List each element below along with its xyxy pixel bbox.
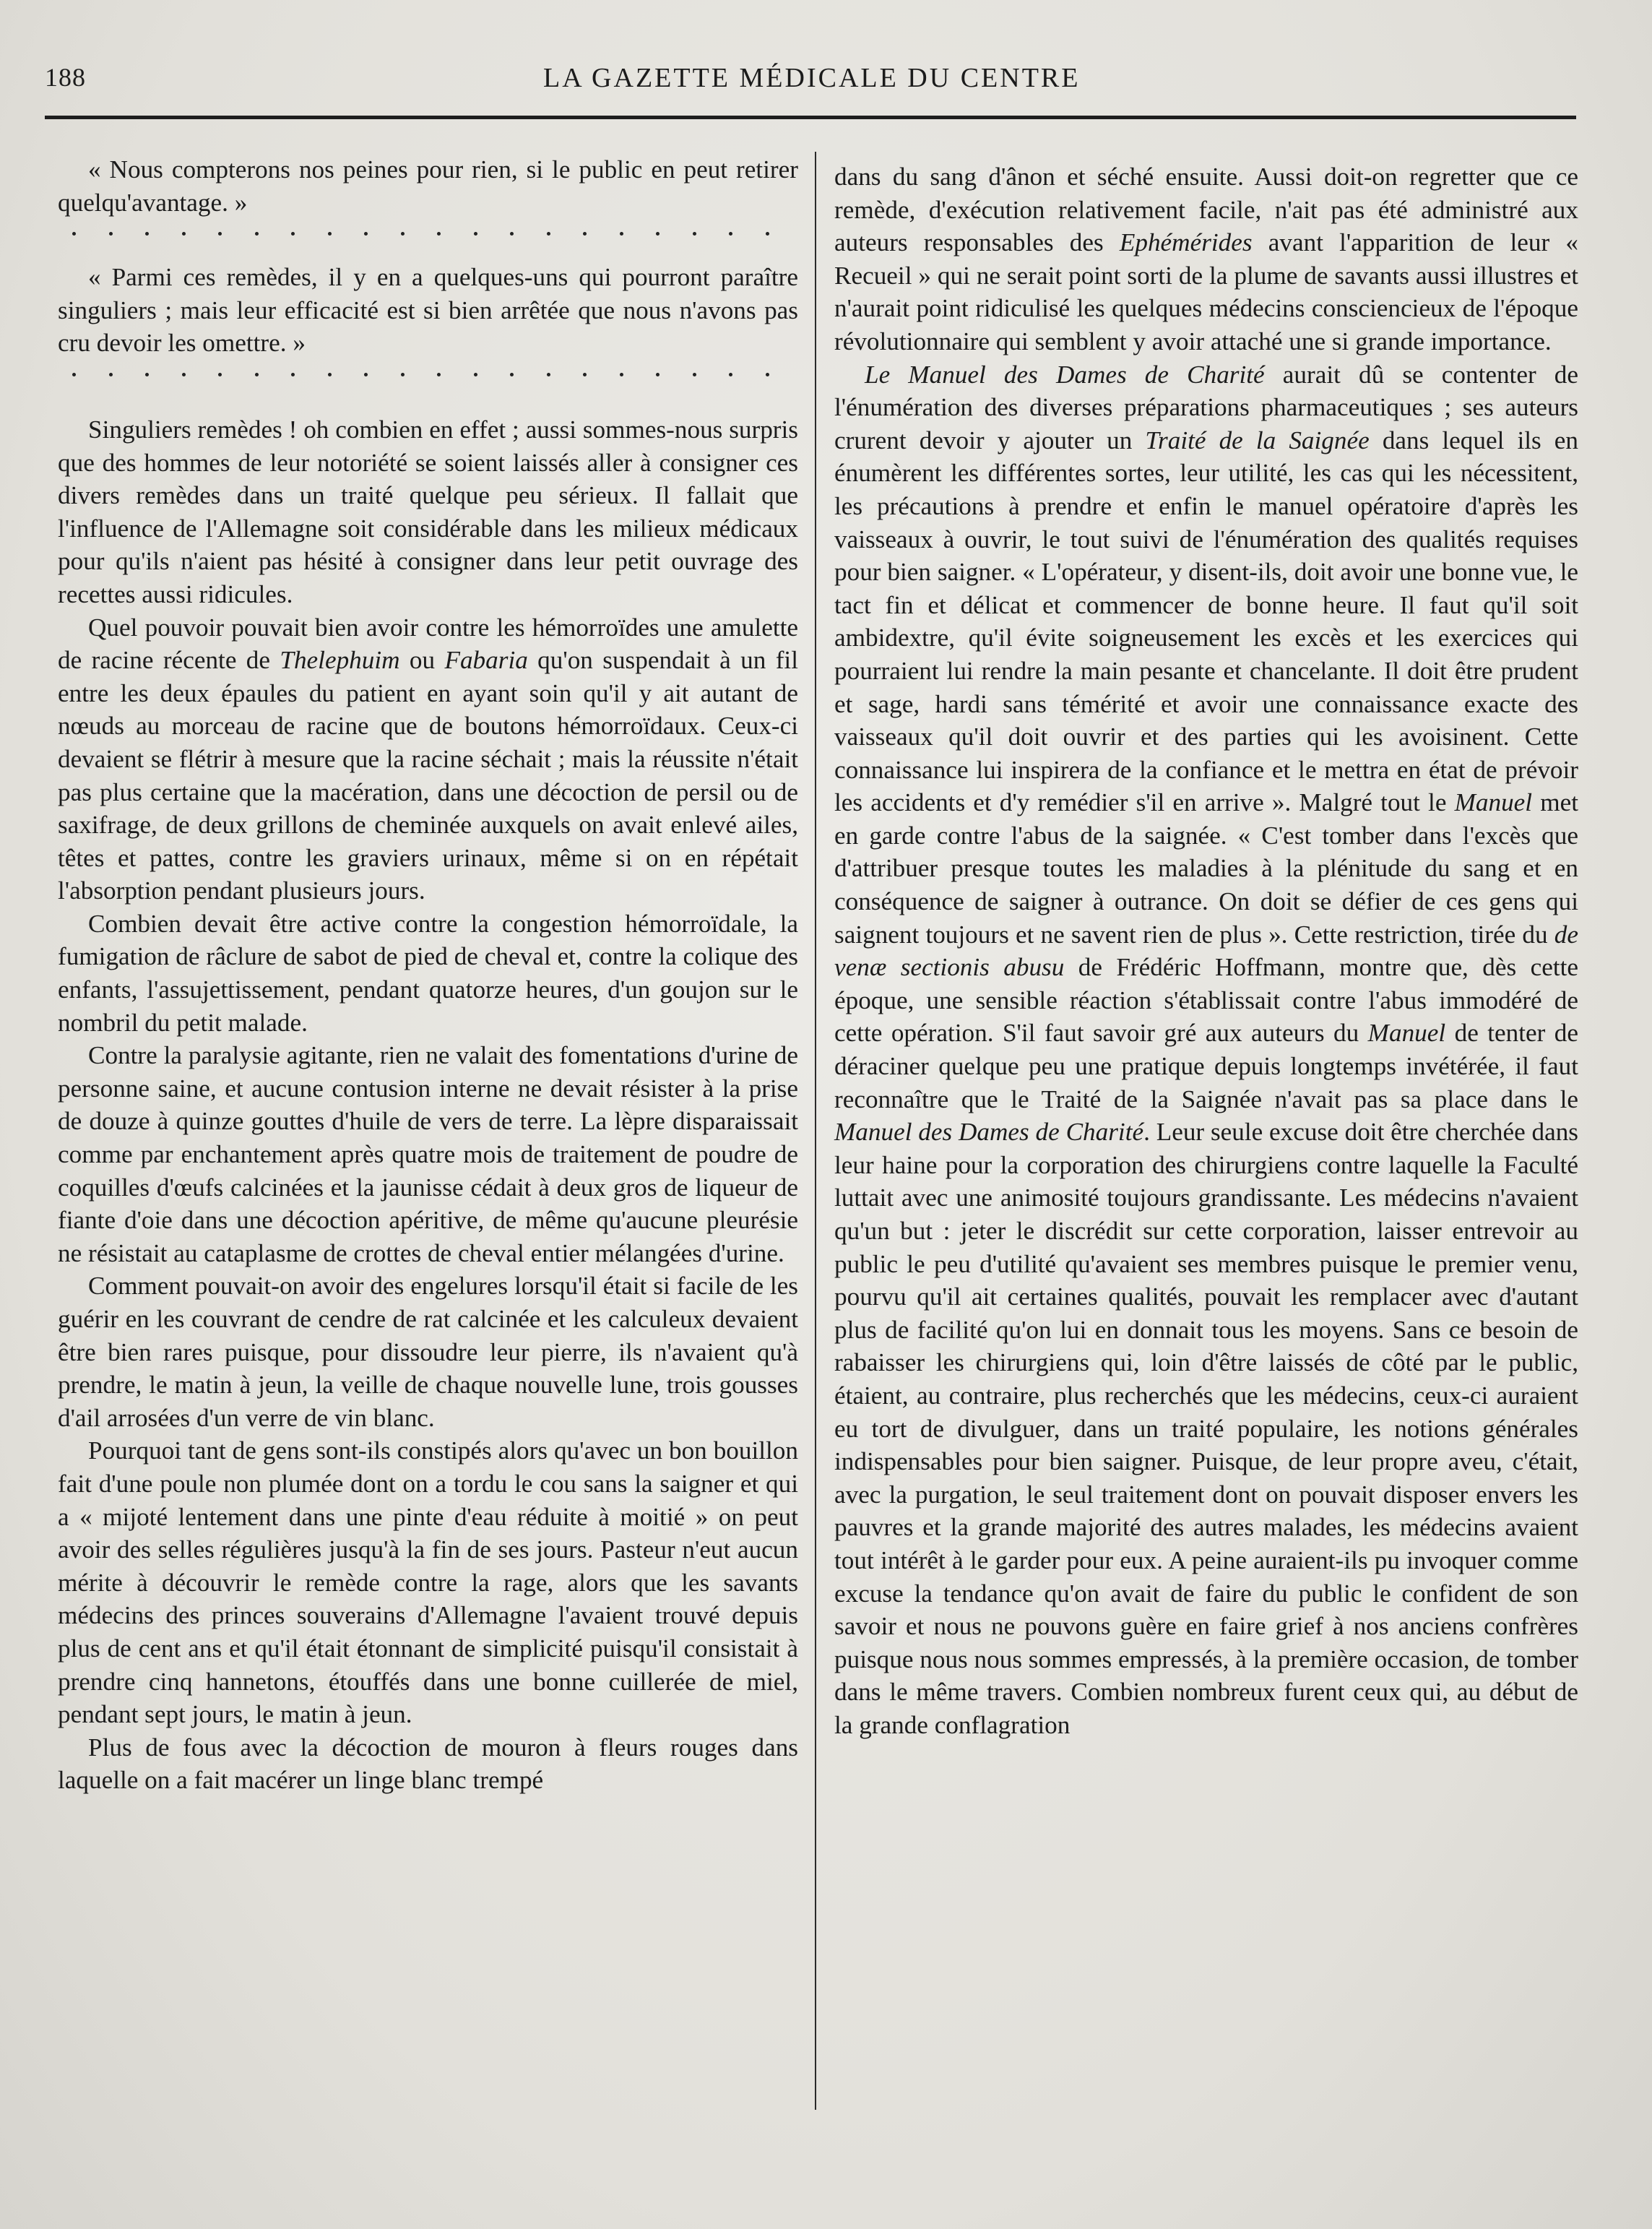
ellipsis-dot: [510, 373, 514, 376]
ellipsis-dot: [401, 232, 405, 236]
ellipsis-dot: [72, 232, 76, 236]
ellipsis-dot: [510, 232, 514, 236]
ellipsis-dot: [729, 232, 732, 236]
ellipsis-dot: [255, 232, 259, 236]
ellipsis-dot: [145, 232, 149, 236]
ellipsis-dot: [218, 232, 222, 236]
ellipsis-dots: [58, 360, 798, 393]
ellipsis-dot: [109, 373, 113, 376]
ellipsis-dot: [474, 373, 477, 376]
body-paragraph: dans du sang d'ânon et séché ensuite. Aussi doit-on regretter que ce remède, d'exécution relativement facile, n'ait pas été administré aux auteurs responsables des Ephémérides avant l'apparition de leur « Recueil » qui ne serait point sorti de la plume de savants aussi illustres et n'aurait point ridiculisé les quelques médecins consciencieux de l'époque révolutionnaire qui semblent y avoir attaché une si grande importance.: [834, 163, 1578, 355]
body-paragraph: Combien devait être active contre la congestion hémorroïdale, la fumigation de râclure de sabot de pied de cheval et, contre la colique des enfants, l'assujettissement, pendant quatorze heures, d'un goujon sur le nombril du petit malade.: [58, 909, 798, 1037]
ellipsis-dot: [656, 232, 659, 236]
ellipsis-dot: [766, 232, 769, 236]
left-column: [58, 153, 798, 1797]
ellipsis-dot: [182, 232, 186, 236]
ellipsis-dot: [620, 373, 623, 376]
body-paragraph: Quel pouvoir pouvait bien avoir contre les hémorroïdes une amulette de racine récente de Thelephuim ou Fabaria qu'on suspendait à un fil entre les deux épaules du patient en ayant soin qu'il y ait autant de nœuds au morceau de racine que de boutons hémorroïdaux. Ceux-ci devaient se flétrir à mesure que la racine séchait ; mais la réussite n'était pas plus certaine que la macération, dans une décoction de persil ou de saxifrage, de deux grillons de cheminée auxquels on avait enlevé ailes, têtes et pattes, contre les graviers urinaux, même si on en répétait l'absorption pendant plusieurs jours.: [58, 613, 798, 905]
ellipsis-dot: [693, 373, 696, 376]
ellipsis-dot: [437, 232, 441, 236]
ellipsis-dot: [291, 373, 295, 376]
ellipsis-dot: [328, 232, 332, 236]
ellipsis-dot: [218, 373, 222, 376]
ellipsis-dot: [547, 373, 550, 376]
body-paragraph: Pourquoi tant de gens sont-ils constipés alors qu'avec un bon bouillon fait d'une poule non plumée dont on a tordu le cou sans la saigner et qui a « mijoté lentement dans une pinte d'eau réduite à moitié » on peut avoir des selles régulières jusqu'à la fin de ses jours. Pasteur n'eut aucun mérite à découvrir le remède contre la rage, alors que les savants médecins des princes souverains d'Allemagne l'avaient trouvé depuis plus de cent ans et qu'il était étonnant de simplicité puisqu'il consistait à prendre cinq hannetons, étouffés dans une bonne cuillerée de miel, pendant sept jours, le matin à jeun.: [58, 1436, 798, 1729]
header-rule: [45, 116, 1576, 119]
ellipsis-dot: [364, 373, 368, 376]
ellipsis-dot: [145, 373, 149, 376]
journal-title: LA GAZETTE MÉDICALE DU CENTRE: [543, 63, 1081, 93]
body-paragraph: Plus de fous avec la décoction de mouron à fleurs rouges dans laquelle on a fait macérer un linge blanc trempé: [58, 1733, 798, 1795]
ellipsis-dot: [364, 232, 368, 236]
ellipsis-dots: [58, 219, 798, 252]
running-header: [45, 62, 1576, 105]
quote-paragraph: « Nous compterons nos peines pour rien, si le public en peut retirer quelqu'avantage. »: [58, 155, 798, 217]
ellipsis-dot: [291, 232, 295, 236]
page-number: 188: [45, 63, 86, 92]
body-paragraph: Contre la paralysie agitante, rien ne valait des fomentations d'urine de personne saine, et aucune contusion interne ne devait résister à la prise de douze à quinze gouttes d'huile de vers de terre. La lèpre disparaissait comme par enchantement après quatre mois de traitement de poudre de coquilles d'œufs calcinées et la jaunisse cédait à deux gros de liqueur de fiante d'oie dans une décoction apéritive, de même qu'aucune pleurésie ne résistait au cataplasme de crottes de cheval entier mélangées d'urine.: [58, 1041, 798, 1267]
ellipsis-dot: [620, 232, 623, 236]
ellipsis-dot: [255, 373, 259, 376]
ellipsis-dot: [583, 232, 587, 236]
ellipsis-dot: [729, 373, 732, 376]
column-divider: [815, 152, 816, 2110]
body-paragraph: Comment pouvait-on avoir des engelures lorsqu'il était si facile de les guérir en les couvrant de cendre de rat calcinée et les calculeux devaient être bien rares puisque, pour dissoudre leur pierre, ils n'avaient qu'à prendre, le matin à jeun, la veille de chaque nouvelle lune, trois gousses d'ail arrosées d'un verre de vin blanc.: [58, 1272, 798, 1432]
body-paragraph: Singuliers remèdes ! oh combien en effet ; aussi sommes-nous surpris que des hommes de leur notoriété se soient laissés aller à consigner ces divers remèdes dans un traité quelque peu sérieux. Il fallait que l'influence de l'Allemagne soit considérable dans les milieux médicaux pour qu'ils n'aient pas hésité à consigner dans leur petit ouvrage des recettes aussi ridicules.: [58, 415, 798, 608]
ellipsis-dot: [72, 373, 76, 376]
ellipsis-dot: [328, 373, 332, 376]
ellipsis-dot: [437, 373, 441, 376]
quote-paragraph: « Parmi ces remèdes, il y en a quelques-uns qui pourront paraître singuliers ; mais leur efficacité est si bien arrêtée que nous n'avons pas cru devoir les omettre. »: [58, 263, 798, 358]
ellipsis-dot: [693, 232, 696, 236]
ellipsis-dot: [766, 373, 769, 376]
right-column: [834, 160, 1578, 1742]
ellipsis-dot: [109, 232, 113, 236]
ellipsis-dot: [182, 373, 186, 376]
ellipsis-dot: [474, 232, 477, 236]
ellipsis-dot: [401, 373, 405, 376]
ellipsis-dot: [656, 373, 659, 376]
ellipsis-dot: [547, 232, 550, 236]
body-paragraph: Le Manuel des Dames de Charité aurait dû se contenter de l'énumération des diverses préparations pharmaceutiques ; ses auteurs crurent devoir y ajouter un Traité de la Saignée dans lequel ils en énumèrent les différentes sortes, leur utilité, les cas qui les nécessitent, les précautions à prendre et enfin le manuel opératoire d'après les vaisseaux à ouvrir, le tout suivi de l'énumération des qualités requises pour bien saigner. « L'opérateur, y disent-ils, doit avoir une bonne vue, le tact fin et délicat et commencer de bonne heure. Il faut qu'il soit ambidextre, qu'il évite soigneusement les excès et les exercices qui pourraient lui rendre la main pesante et chancelante. Il doit être prudent et sage, hardi sans témérité et avoir une connaissance exacte des vaisseaux qu'il doit ouvrir et des parties qui les avoisinent. Cette connaissance lui inspirera de la confiance et le mettra en état de prévoir les accidents et d'y remédier s'il en arrive ». Malgré tout le Manuel met en garde contre l'abus de la saignée. « C'est tomber dans l'excès que d'attribuer presque toutes les maladies à la plénitude du sang et en conséquence de saigner à outrance. On doit se défier de ces gens qui saignent toujours et ne savent rien de plus ». Cette restriction, tirée du de venæ sectionis abusu de Frédéric Hoffmann, montre que, dès cette époque, une sensible réaction s'établissait contre l'abus immodéré de cette opération. S'il faut savoir gré aux auteurs du Manuel de tenter de déraciner quelque peu une pratique depuis longtemps invétérée, il faut reconnaître que le Traité de la Saignée n'avait pas sa place dans le Manuel des Dames de Charité. Leur seule excuse doit être cherchée dans leur haine pour la corporation des chirurgiens contre laquelle la Faculté luttait avec une animosité toujours grandissante. Les médecins n'avaient qu'un but : jeter le discrédit sur cette corporation, laisser entrevoir au public le peu d'utilité qu'avaient ses membres puisque le premier venu, pourvu qu'il ait certaines qualités, pouvait les remplacer avec d'autant plus de facilité qu'on lui en donnait tous les moyens. Sans ce besoin de rabaisser les chirurgiens qui, loin d'être laissés de côté par le public, étaient, au contraire, plus recherchés que les médecins, ceux-ci auraient eu tort de divulguer, dans un traité populaire, les notions générales indispensables pour bien saigner. Puisque, de leur propre aveu, c'était, avec la purgation, le seul traitement dont on pouvait disposer envers les pauvres et la grande majorité des autres malades, les médecins avaient tout intérêt à le garder pour eux. A peine auraient-ils pu invoquer comme excuse la tendance qu'on avait de faire du public le confident de son savoir et nous ne pouvons guère en faire grief à nos anciens confrères puisque nous nous sommes empressés, à la première occasion, de tomber dans le même travers. Combien nombreux furent ceux qui, au début de la grande conflagration: [834, 360, 1579, 1739]
ellipsis-dot: [583, 373, 587, 376]
